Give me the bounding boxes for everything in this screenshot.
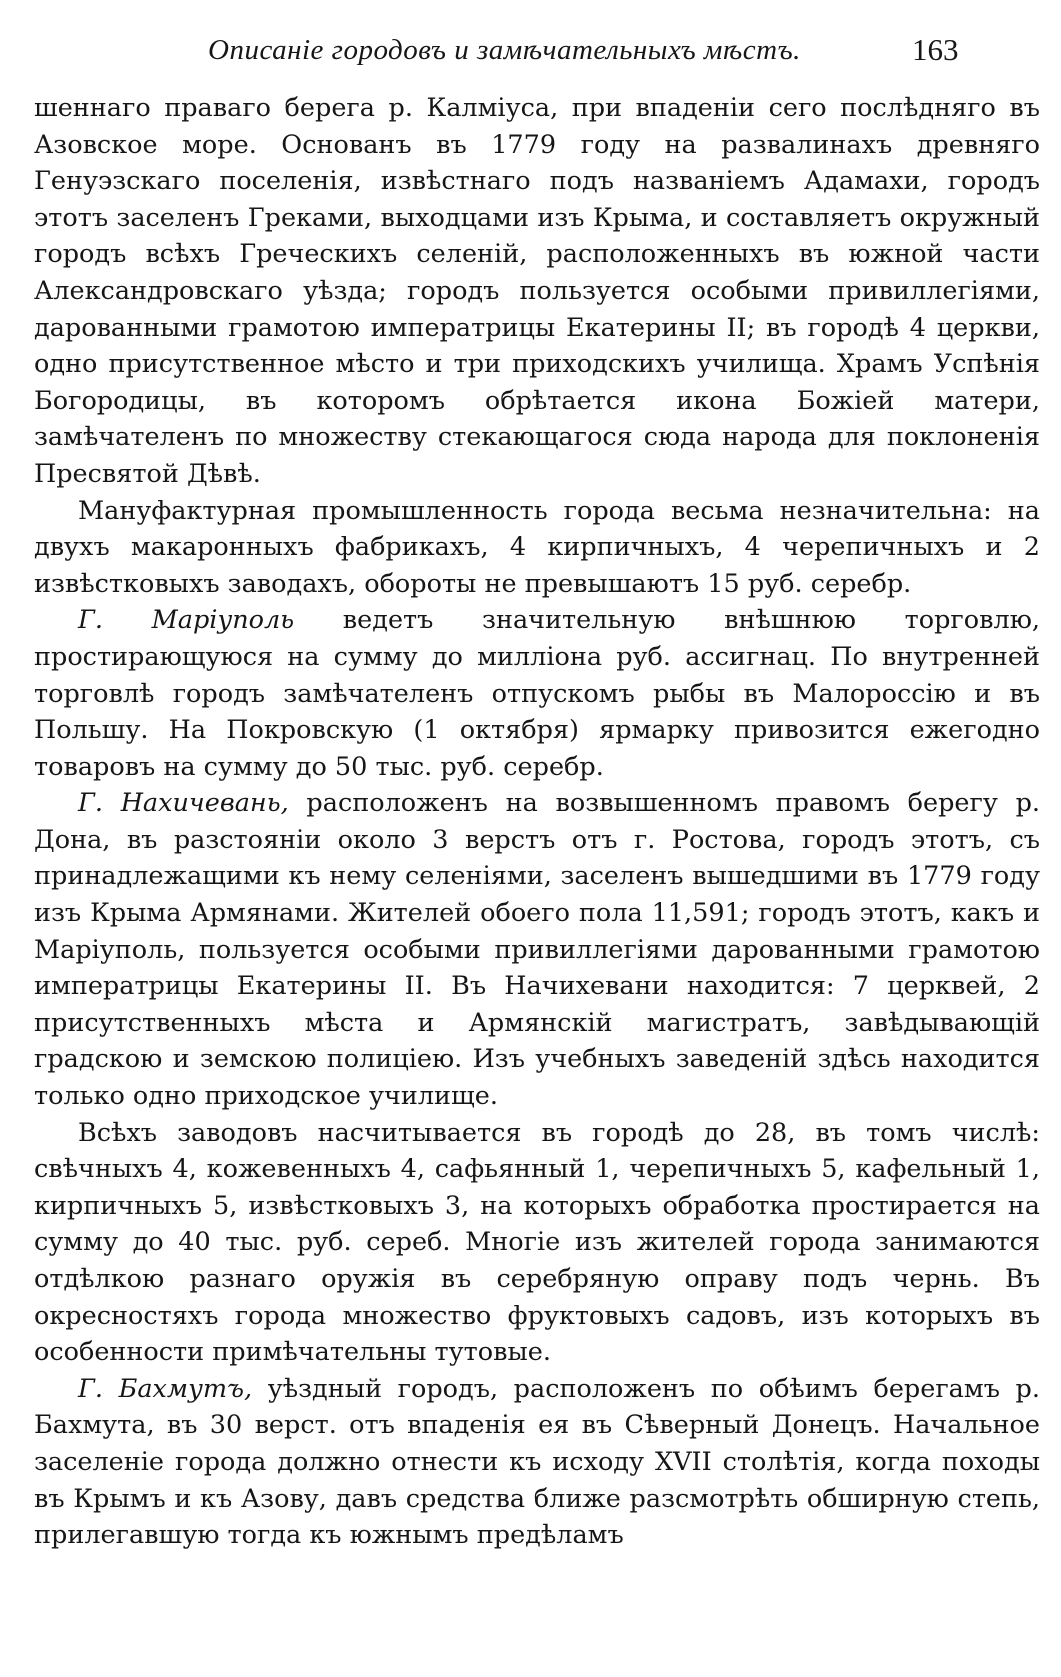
place-name-lead: Г. Бахмутъ, — [78, 1373, 253, 1404]
page-number: 163 — [912, 32, 959, 67]
paragraph-factories — [34, 1115, 1040, 1371]
paragraph-manufacturing — [34, 493, 1040, 603]
body-text — [34, 90, 1040, 1554]
paragraph-text: уѣздный городъ, расположенъ по обѣимъ берегамъ р. Бахмута, въ 30 верст. отъ впаденія ея въ Сѣверный Донецъ. Начальное заселеніе города должно отнести къ исходу XVII столѣтія, когда походы въ Крымъ и къ Азову, давъ средства ближе разсмотрѣть обширную степь, прилегавшую тогда къ южнымъ предѣламъ — [34, 1373, 1040, 1551]
place-name-lead: Г. Нахичевань, — [78, 788, 289, 819]
place-name-lead: Г. Маріуполь — [78, 605, 295, 636]
paragraph-nakhichevan — [34, 785, 1040, 1114]
paragraph-text: расположенъ на возвышенномъ правомъ берегу р. Дона, въ разстояніи около 3 верстъ отъ г. Ростова, городъ этотъ, съ принадлежащими къ нему селеніями, заселенъ вышедшими въ 1779 году изъ Крыма Армянами. Жителей обоего пола 11,591; городъ этотъ, какъ и Маріуполь, пользуется особыми привиллегіями дарованными грамотою императрицы Екатерины II. Въ Начихевани находится: 7 церквей, 2 присутственныхъ мѣста и Армянскій магистратъ, завѣдывающій градскою и земскою полиціею. Изъ учебныхъ заведеній здѣсь находится только одно приходское училище. — [34, 788, 1040, 1112]
running-title: Описаніе городовъ и замѣчательныхъ мѣстъ. — [208, 34, 801, 66]
paragraph-bakhmut — [34, 1371, 1040, 1554]
paragraph-text: шеннаго праваго берега р. Калміуса, при впаденіи сего послѣдняго въ Азовское море. Основанъ въ 1779 году на развалинахъ древняго Генуэзскаго поселенія, извѣстнаго подъ названіемъ Адамахи, городъ этотъ заселенъ Греками, выходцами изъ Крыма, и составляетъ окружный городъ всѣхъ Греческихъ селеній, расположенныхъ въ южной части Александровскаго уѣзда; городъ пользуется особыми привиллегіями, дарованными грамотою императрицы Екатерины II; въ городѣ 4 церкви, одно присутственное мѣсто и три приходскихъ училища. Храмъ Успѣнія Богородицы, въ которомъ обрѣтается икона Божіей матери, замѣчателенъ по множеству стекающагося сюда народа для поклоненія Пресвятой Дѣвѣ. — [34, 93, 1040, 489]
paragraph-mariupol-trade — [34, 602, 1040, 785]
paragraph-text: Мануфактурная промышленность города весьма незначительна: на двухъ макаронныхъ фабрикахъ, 4 кирпичныхъ, 4 черепичныхъ и 2 извѣстковыхъ заводахъ, обороты не превышаютъ 15 руб. серебр. — [34, 495, 1040, 599]
paragraph-mariupol-continued — [34, 90, 1040, 493]
paragraph-text: ведетъ значительную внѣшнюю торговлю, простирающуюся на сумму до милліона руб. ассигнац. По внутренней торговлѣ городъ замѣчателенъ отпускомъ рыбы въ Малороссію и въ Польшу. На Покровскую (1 октября) ярмарку привозится ежегодно товаровъ на сумму до 50 тыс. руб. серебр. — [34, 605, 1041, 782]
paragraph-text: Всѣхъ заводовъ насчитывается въ городѣ до 28, въ томъ числѣ: свѣчныхъ 4, кожевенныхъ 4, сафьянный 1, черепичныхъ 5, кафельный 1, кирпичныхъ 5, извѣстковыхъ 3, на которыхъ обработка простирается на сумму до 40 тыс. руб. сереб. Многіе изъ жителей города занимаются отдѣлкою разнаго оружія въ серебряную оправу подъ чернь. Въ окресностяхъ города множество фруктовыхъ садовъ, изъ которыхъ въ особенности примѣчательны тутовые. — [34, 1117, 1040, 1368]
